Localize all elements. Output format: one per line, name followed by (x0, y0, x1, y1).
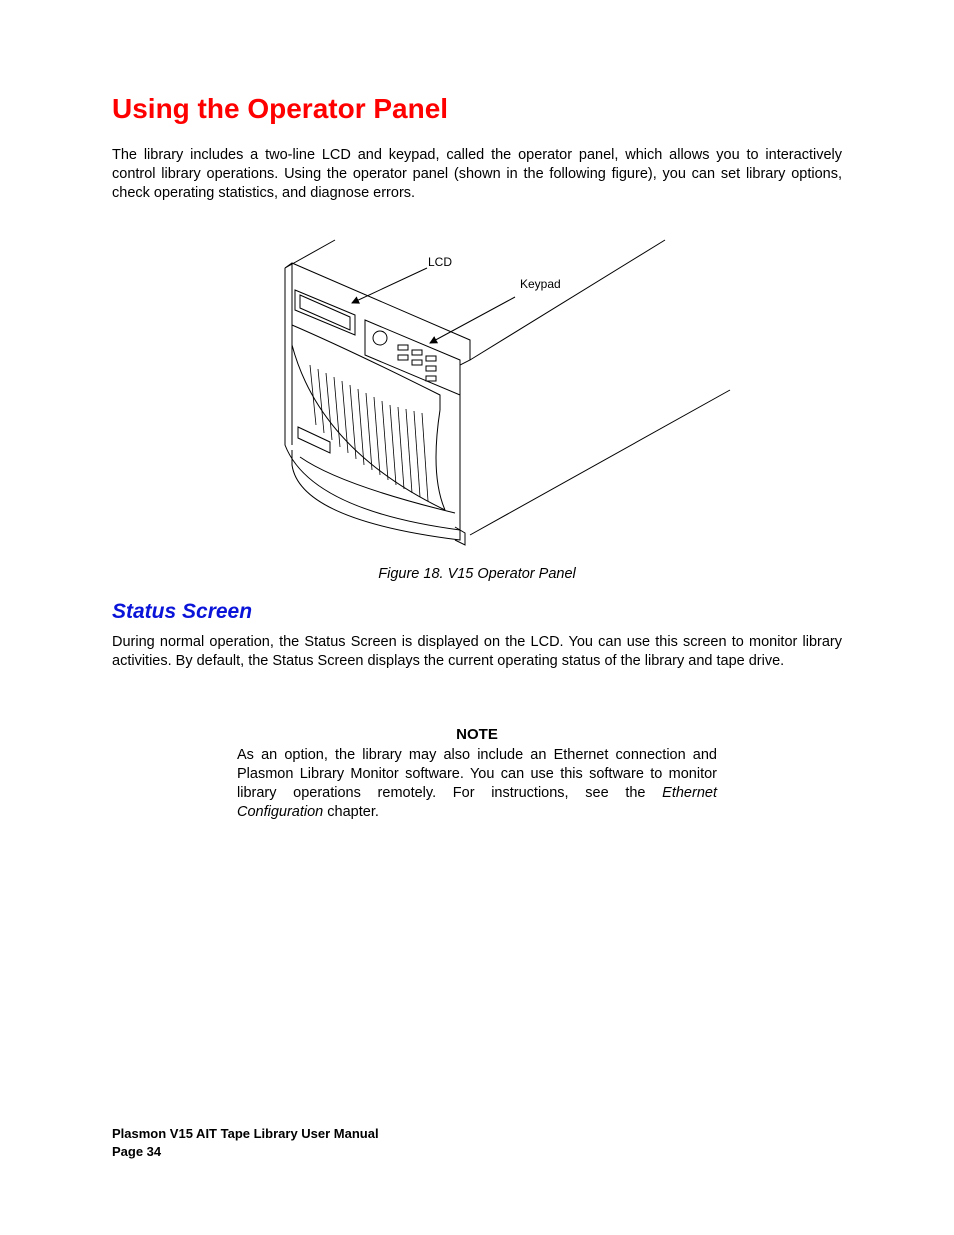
note-text-before: As an option, the library may also include an Ethernet connection and Plasmon Library Monitor software. You can use this software to monitor library operations remotely. For instructions, see the (237, 747, 717, 801)
note-text-after: chapter. (323, 804, 379, 820)
keypad-label: Keypad (520, 277, 561, 291)
section-heading-status-screen: Status Screen (112, 600, 253, 623)
intro-paragraph: The library includes a two-line LCD and keypad, called the operator panel, which allows you to interactively control library operations. Using the operator panel (shown in the following figure), you can set library options, check operating statistics, and diagnose errors. (112, 147, 842, 201)
footer-manual-title: Plasmon V15 AIT Tape Library User Manual (112, 1126, 379, 1141)
footer-page-number: Page 34 (112, 1144, 162, 1159)
ethernet-configuration-reference: Ethernet Configuration (237, 785, 717, 820)
operator-panel-figure (280, 235, 740, 555)
status-screen-paragraph: During normal operation, the Status Screen is displayed on the LCD. You can use this screen to monitor library activities. By default, the Status Screen displays the current operating status of the library and tape drive. (112, 634, 842, 669)
page-footer (112, 1125, 379, 1161)
note-heading: NOTE (456, 726, 498, 743)
lcd-label: LCD (428, 255, 453, 269)
figure-caption: Figure 18. V15 Operator Panel (378, 566, 576, 582)
note-body (237, 746, 717, 822)
page-title: Using the Operator Panel (112, 93, 449, 124)
